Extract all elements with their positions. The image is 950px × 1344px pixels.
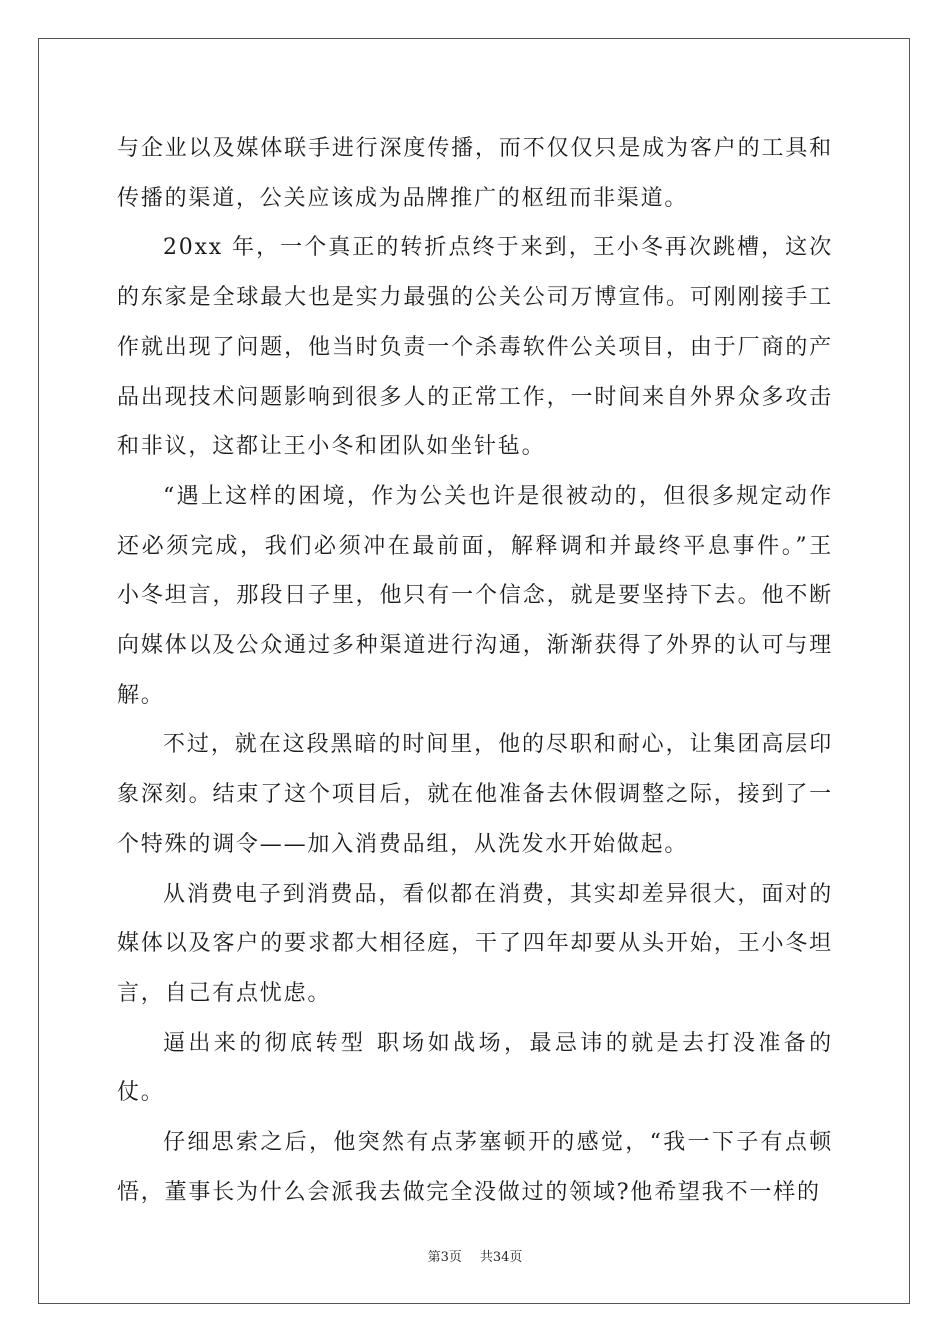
document-body [117,124,833,1217]
paragraph: 逼出来的彻底转型 职场如战场，最忌讳的就是去打没准备的仗。 [117,1030,833,1106]
page-footer [0,1246,950,1265]
paragraph: 不过，就在这段黑暗的时间里，他的尽职和耐心，让集团高层印象深刻。结束了这个项目后，就在他准备去休假调整之际，接到了一个特殊的调令——加入消费品组，从洗发水开始做起。 [117,732,833,857]
paragraph: 仔细思索之后，他突然有点茅塞顿开的感觉，“我一下子有点顿悟，董事长为什么会派我去做完全没做过的领域?他希望我不一样的 [117,1130,833,1205]
page-total: 共34页 [479,1250,523,1265]
paragraph: 从消费电子到消费品，看似都在消费，其实却差异很大，面对的媒体以及客户的要求都大相径庭，干了四年却要从头开始，王小冬坦言，自己有点忧虑。 [117,881,833,1006]
page-number: 第3页 [427,1250,462,1265]
paragraph: 与企业以及媒体联手进行深度传播，而不仅仅只是成为客户的工具和传播的渠道，公关应该成为品牌推广的枢纽而非渠道。 [117,136,833,211]
paragraph: 20xx 年，一个真正的转折点终于来到，王小冬再次跳槽，这次的东家是全球最大也是实力最强的公关公司万博宣伟。可刚刚接手工作就出现了问题，他当时负责一个杀毒软件公关项目，由于厂商的产品出现技术问题影响到很多人的正常工作，一时间来自外界众多攻击和非议，这都让王小冬和团队如坐针毡。 [117,235,833,460]
paragraph: “遇上这样的困境，作为公关也许是很被动的，但很多规定动作还必须完成，我们必须冲在最前面，解释调和并最终平息事件。”王小冬坦言，那段日子里，他只有一个信念，就是要坚持下去。他不断向媒体以及公众通过多种渠道进行沟通，渐渐获得了外界的认可与理解。 [117,483,833,708]
